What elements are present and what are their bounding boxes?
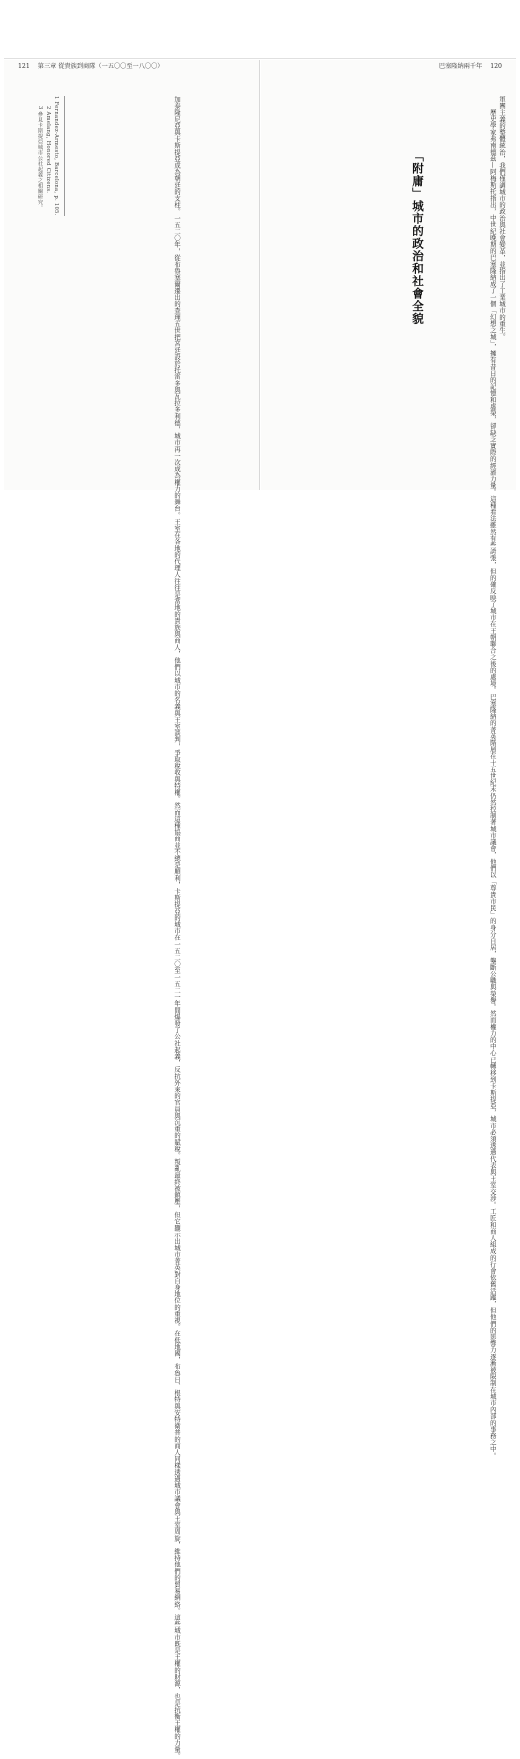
chapter-title: 從貴族到商隊（一五〇〇至一八〇〇） (58, 63, 164, 70)
running-title: 巴塞隆納兩千年 (438, 63, 483, 70)
left-body-paragraph: 加泰隆尼亞與卡斯提亞成為朝廷的支柱。一五二〇年，從布魯塞爾遷出的查理五世把宮廷設於托雷多與瓦拉多利德，城市再一次成為權力的舞台。王室在各地的代理人往往是當地的貴族與商人，他們以城市的名義與王室談判，爭取稅收與特權。然而這種協商並不總是順利，卡斯提亞的城市在一五二〇至一五二一年間爆發了公社起義，反抗外來的官員與沉重的賦稅。叛亂最終被鎮壓，但它顯示出城市菁英對自身地位的重視。在低地國，布魯日、根特與安特衛普的商人同樣透過城市議會與王室周旋，維持他們的貿易網絡。這些城市既是王權的財源，也是抗衡王權的力量。 (173, 96, 180, 1759)
right-page (261, 60, 516, 1459)
left-running-head (12, 62, 164, 71)
footnote-1: 1 Fernandez-Armesto, Barcelona, p. 105. (53, 96, 59, 216)
section-heading (410, 150, 426, 325)
section-heading-text: 「附庸」城市的政治和社會全貌 (411, 150, 425, 325)
left-page (4, 60, 260, 1759)
left-page-number: 121 (18, 63, 30, 70)
intro-paragraph: 軍團主義的整體統治，我們僅調城市的政治與社會變革，並指出了工業城市的重生。 (498, 96, 505, 341)
right-running-head (439, 62, 508, 71)
chapter-label: 第三章 (37, 63, 57, 70)
footnote-3: 3 參見卡斯提亞城市公社起義之相關研究。 (37, 106, 43, 211)
right-body-text (290, 96, 506, 1459)
right-page-number: 120 (490, 63, 502, 70)
spread-divider-line (4, 58, 516, 59)
section-body-paragraph: 歷史學家弗南德茲—阿梅斯托指出，中世紀晚期的巴塞隆納成了一個「幻想之城」，擁有昔日的記憶和虛榮，卻缺乏實際的經濟力量。這種看法雖然有些誇張，但的確反映了城市在王朝聯合之後的處境。巴塞隆納的菁英階層在十五世紀末仍然控制著城市議會，他們以「尊貴市民」的身分自居，壟斷公職與榮譽。然而權力的中心已轉移到卡斯提亞，城市必須透過代表與王室交涉。工匠和商人組成的行會依舊活躍，但他們的影響力逐漸被限制在城市內部的事務之中。 (488, 108, 496, 1459)
footnote-2: 2 Amelang, Honored Citizens. (45, 106, 51, 194)
footnote-rule (64, 96, 65, 216)
footnotes (12, 96, 60, 396)
